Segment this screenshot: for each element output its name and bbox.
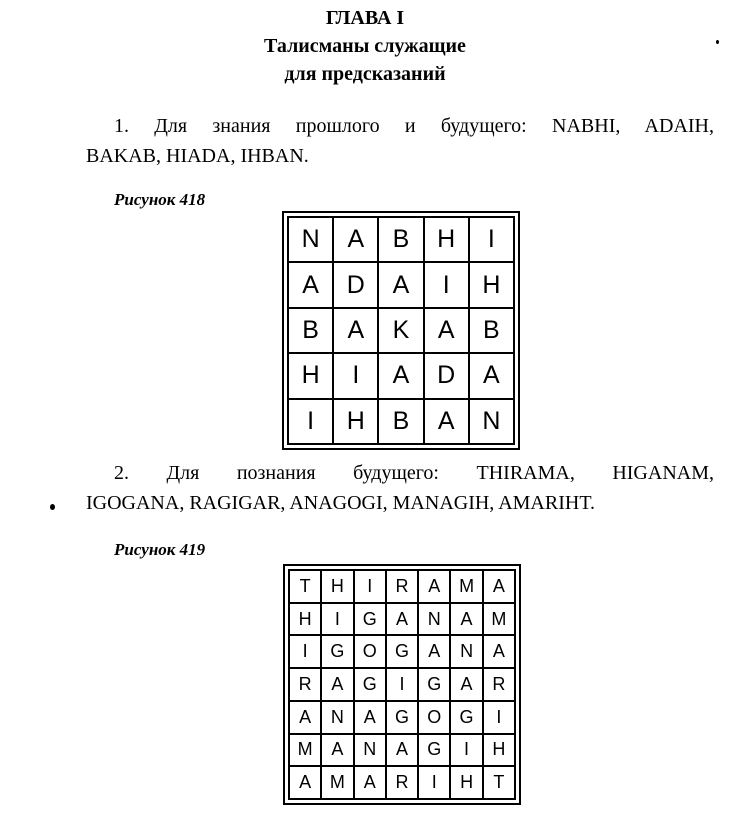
grid-cell: D	[334, 263, 379, 308]
grid-cell: T	[290, 571, 322, 604]
grid-cell: N	[289, 218, 334, 263]
grid-cell: A	[425, 400, 470, 445]
scan-speck	[716, 40, 719, 44]
grid-cell: H	[334, 400, 379, 445]
grid-cell: K	[379, 309, 424, 354]
grid-cell: A	[379, 354, 424, 399]
grid-cell: I	[334, 354, 379, 399]
paragraph-1-line-2: BAKAB, HIADA, IHBAN.	[86, 145, 309, 167]
grid-cell: G	[419, 735, 451, 768]
paragraph-2	[86, 458, 714, 518]
grid-cell: A	[419, 571, 451, 604]
grid-cell: I	[451, 735, 483, 768]
grid-cell: A	[322, 669, 354, 702]
grid-cell: I	[322, 604, 354, 637]
grid-cell: H	[451, 767, 483, 800]
grid-cell: A	[290, 702, 322, 735]
grid-cell: A	[425, 309, 470, 354]
grid-cell: O	[419, 702, 451, 735]
paragraph-1-line-1: 1. Для знания прошлого и будущего: NABHI, ADAIH,	[114, 115, 714, 137]
grid-cell: B	[470, 309, 515, 354]
grid-cell: A	[451, 604, 483, 637]
grid-cell: H	[470, 263, 515, 308]
grid-cell: A	[355, 702, 387, 735]
grid-cell: G	[419, 669, 451, 702]
grid-cell: H	[290, 604, 322, 637]
grid-cell: A	[484, 571, 516, 604]
grid-cell: G	[355, 669, 387, 702]
grid-cell: I	[387, 669, 419, 702]
grid-cell: H	[484, 735, 516, 768]
grid-cell: R	[484, 669, 516, 702]
grid-cell: M	[322, 767, 354, 800]
grid-cell: H	[322, 571, 354, 604]
grid-cell: I	[419, 767, 451, 800]
talisman-grid-418	[282, 211, 520, 450]
grid-cell: N	[451, 636, 483, 669]
grid-cell: I	[355, 571, 387, 604]
grid-cell: B	[379, 400, 424, 445]
grid-cell: A	[379, 263, 424, 308]
grid-cell: H	[425, 218, 470, 263]
grid-cell: N	[355, 735, 387, 768]
grid-cell: A	[334, 218, 379, 263]
talisman-grid-418-cells	[287, 216, 515, 445]
grid-cell: A	[290, 767, 322, 800]
grid-cell: D	[425, 354, 470, 399]
grid-cell: A	[334, 309, 379, 354]
grid-cell: N	[419, 604, 451, 637]
grid-cell: N	[470, 400, 515, 445]
grid-cell: A	[387, 735, 419, 768]
grid-cell: I	[470, 218, 515, 263]
grid-cell: B	[289, 309, 334, 354]
grid-cell: G	[451, 702, 483, 735]
grid-cell: G	[387, 636, 419, 669]
grid-cell: A	[451, 669, 483, 702]
paragraph-1	[86, 111, 714, 171]
scan-speck	[50, 504, 55, 510]
grid-cell: A	[322, 735, 354, 768]
grid-cell: M	[290, 735, 322, 768]
grid-cell: R	[387, 571, 419, 604]
grid-cell: N	[322, 702, 354, 735]
grid-cell: A	[387, 604, 419, 637]
grid-cell: T	[484, 767, 516, 800]
figure-label-419: Рисунок 419	[114, 540, 206, 559]
grid-cell: M	[451, 571, 483, 604]
grid-cell: A	[484, 636, 516, 669]
grid-cell: I	[425, 263, 470, 308]
grid-cell: G	[322, 636, 354, 669]
grid-cell: A	[355, 767, 387, 800]
grid-cell: A	[289, 263, 334, 308]
grid-cell: G	[387, 702, 419, 735]
grid-cell: A	[419, 636, 451, 669]
grid-cell: A	[470, 354, 515, 399]
grid-cell: G	[355, 604, 387, 637]
grid-cell: H	[289, 354, 334, 399]
paragraph-2-line-2: IGOGANA, RAGIGAR, ANAGOGI, MANAGIH, AMARIHT.	[86, 492, 596, 514]
chapter-title-line-1: Талисманы служащие	[264, 35, 466, 57]
grid-cell: M	[484, 604, 516, 637]
talisman-grid-419	[283, 564, 521, 805]
grid-cell: I	[290, 636, 322, 669]
chapter-title-line-2: для предсказаний	[284, 63, 446, 85]
grid-cell: I	[289, 400, 334, 445]
grid-cell: I	[484, 702, 516, 735]
grid-cell: R	[290, 669, 322, 702]
paragraph-2-line-1: 2. Для познания будущего: THIRAMA, HIGANAM,	[114, 462, 714, 484]
grid-cell: B	[379, 218, 424, 263]
talisman-grid-419-cells	[288, 569, 516, 800]
grid-cell: O	[355, 636, 387, 669]
figure-label-418: Рисунок 418	[114, 190, 206, 209]
chapter-heading: ГЛАВА I	[325, 7, 405, 29]
grid-cell: R	[387, 767, 419, 800]
